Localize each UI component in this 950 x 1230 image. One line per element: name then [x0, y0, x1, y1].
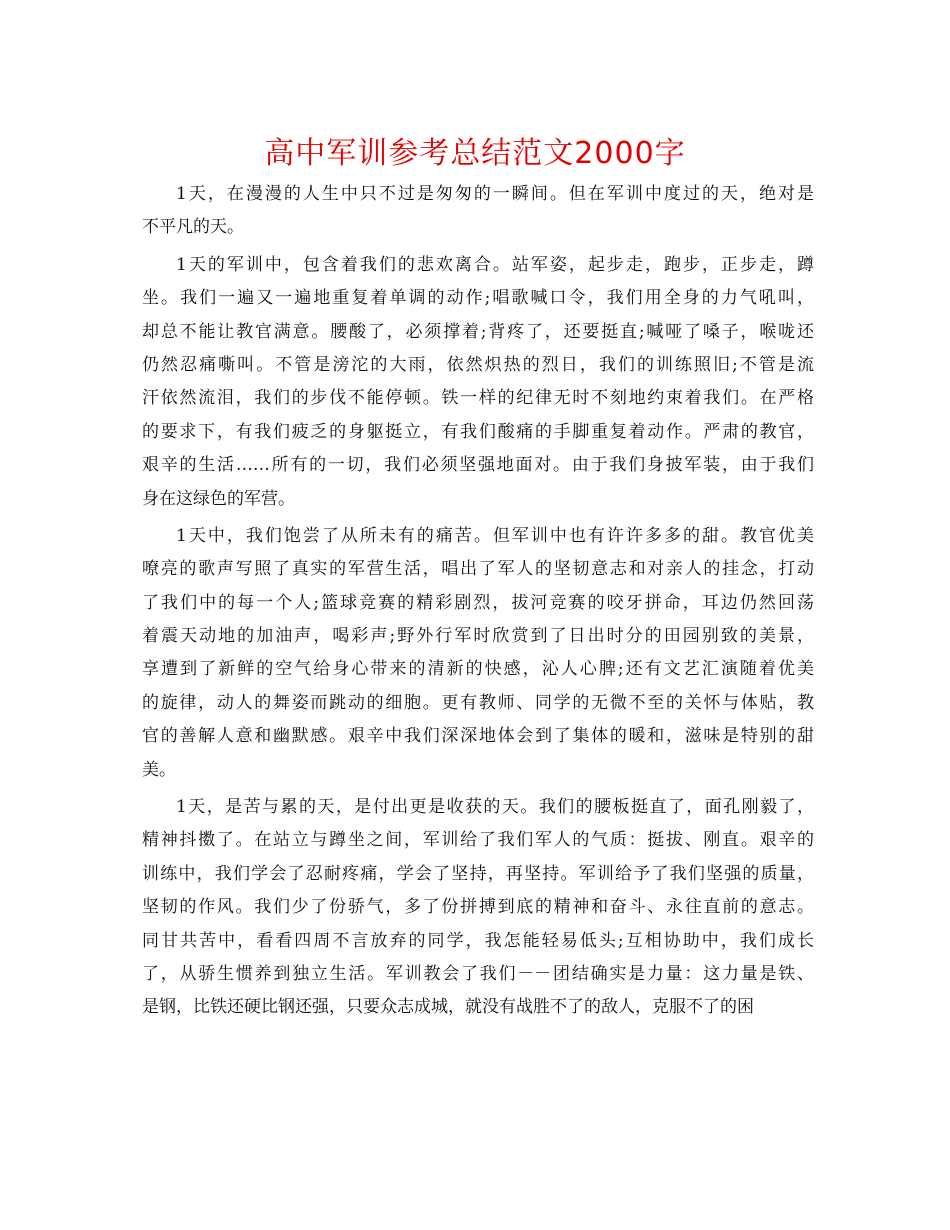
- paragraph-line: 美。: [142, 759, 176, 780]
- paragraph-line: 训练中，我们学会了忍耐疼痛，学会了坚持，再坚持。军训给予了我们坚强的质量，: [142, 863, 814, 884]
- paragraph-line: 仍然忍痛嘶叫。不管是滂沱的大雨，依然炽热的烈日，我们的训练照旧;不管是流: [142, 354, 814, 375]
- paragraph-line: 着震天动地的加油声，喝彩声;野外行军时欣赏到了日出时分的田园别致的美景，: [142, 626, 814, 647]
- document-body: [142, 178, 814, 1025]
- paragraph-line: 同甘共苦中，看看四周不言放弃的同学，我怎能轻易低头;互相协助中，我们成长: [142, 930, 814, 951]
- paragraph-line: 了我们中的每一个人;篮球竞赛的精彩剧烈，拔河竞赛的咬牙拼命，耳边仍然回荡: [142, 592, 814, 613]
- paragraph: [142, 791, 814, 1025]
- paragraph-line: 汗依然流泪，我们的步伐不能停顿。铁一样的纪律无时不刻地约束着我们。在严格: [142, 388, 814, 409]
- paragraph-line: 的旋律，动人的舞姿而跳动的细胞。更有教师、同学的无微不至的关怀与体贴，教: [142, 692, 814, 713]
- paragraph-line: 嘹亮的歌声写照了真实的军营生活，唱出了军人的坚韧意志和对亲人的挂念，打动: [142, 559, 814, 580]
- paragraph-line: 不平凡的天。: [142, 217, 244, 238]
- document-title: 高中军训参考总结范文2000字: [264, 136, 686, 171]
- paragraph-line: 享遭到了新鲜的空气给身心带来的清新的快感，沁人心脾;还有文艺汇演随着优美: [142, 659, 814, 680]
- paragraph-line: 1天，是苦与累的天，是付出更是收获的天。我们的腰板挺直了，面孔刚毅了，: [176, 797, 814, 818]
- paragraph-line: 了，从骄生惯养到独立生活。军训教会了我们－－团结确实是力量：这力量是铁、: [142, 963, 814, 984]
- paragraph-line: 1天，在漫漫的人生中只不过是匆匆的一瞬间。但在军训中度过的天，绝对是: [176, 184, 814, 204]
- paragraph: [142, 249, 814, 516]
- paragraph-line: 却总不能让教官满意。腰酸了，必须撑着;背疼了，还要挺直;喊哑了嗓子，喉咙还: [142, 321, 814, 342]
- paragraph-line: 精神抖擞了。在站立与蹲坐之间，军训给了我们军人的气质：挺拔、刚直。艰辛的: [142, 830, 814, 851]
- paragraph-line: 艰辛的生活……所有的一切，我们必须坚强地面对。由于我们身披军装，由于我们: [142, 455, 814, 476]
- paragraph: [142, 520, 814, 787]
- paragraph-line: 坚韧的作风。我们少了份骄气，多了份拼搏到底的精神和奋斗、永往直前的意志。: [142, 897, 814, 918]
- paragraph: [142, 178, 814, 245]
- paragraph-line: 官的善解人意和幽默感。艰辛中我们深深地体会到了集体的暖和，滋味是特别的甜: [142, 726, 814, 747]
- paragraph-line: 1天中，我们饱尝了从所未有的痛苦。但军训中也有许许多多的甜。教官优美: [176, 525, 814, 546]
- paragraph-line: 的要求下，有我们疲乏的身躯挺立，有我们酸痛的手脚重复着动作。严肃的教官，: [142, 421, 814, 442]
- paragraph-line: 身在这绿色的军营。: [142, 488, 295, 509]
- paragraph-line: 1天的军训中，包含着我们的悲欢离合。站军姿，起步走，跑步，正步走，蹲: [176, 254, 814, 275]
- paragraph-line: 坐。我们一遍又一遍地重复着单调的动作;唱歌喊口令，我们用全身的力气吼叫，: [142, 288, 814, 309]
- paragraph-line: 是钢，比铁还硬比钢还强，只要众志成城，就没有战胜不了的敌人，克服不了的困: [142, 997, 754, 1018]
